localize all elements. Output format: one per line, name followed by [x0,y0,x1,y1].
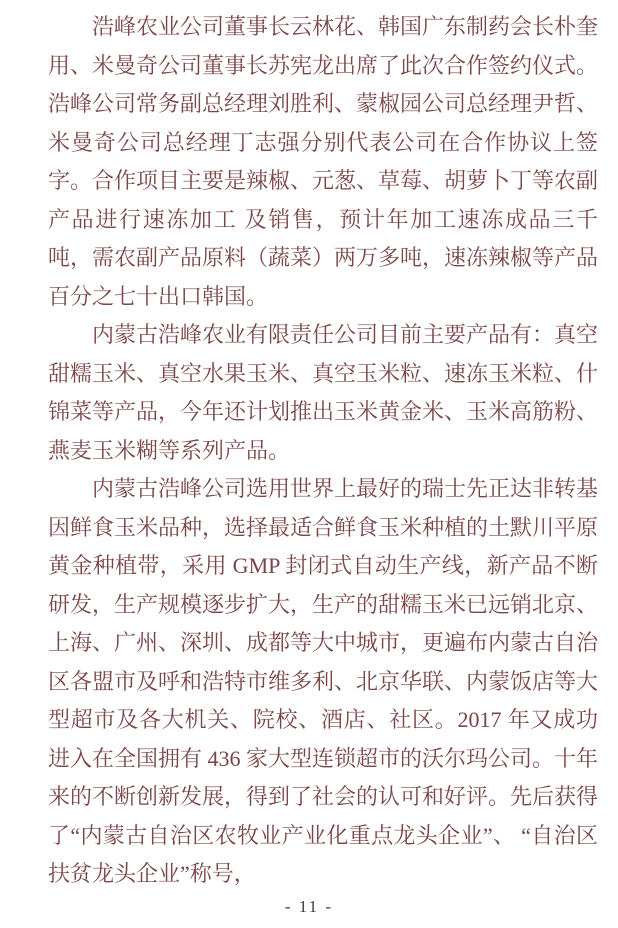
page-number: - 11 - [284,897,334,916]
paragraph-company-development: 内蒙古浩峰公司选用世界上最好的瑞士先正达非转基因鲜食玉米品种，选择最适合鲜食玉米种植的土默川平原黄金种植带，采用 GMP 封闭式自动生产线，新产品不断研发，生产规模逐步扩大，生产的甜糯玉米已远销北京、上海、广州、深圳、成都等大中城市，更遍布内蒙古自治区各盟市及呼和浩特市维多利、北京华联、内蒙饭店等大型超市及各大机关、院校、酒店、社区。2017 年又成功进入在全国拥有 436 家大型连锁超市的沃尔玛公司。十年来的不断创新发展，得到了社会的认可和好评。先后获得了“内蒙古自治区农牧业产业化重点龙头企业”、 “自治区扶贫龙头企业”称号， [48,476,599,886]
document-body [48,8,598,894]
paragraph-main-products: 内蒙古浩峰农业有限责任公司目前主要产品有：真空甜糯玉米、真空水果玉米、真空玉米粒、速冻玉米粒、什锦菜等产品，今年还计划推出玉米黄金米、玉米高筋粉、燕麦玉米糊等系列产品。 [48,322,599,463]
page-footer [0,896,618,918]
paragraph-signing-ceremony: 浩峰农业公司董事长云林花、韩国广东制药会长朴奎用、米曼奇公司董事长苏宪龙出席了此次合作签约仪式。浩峰公司常务副总经理刘胜利、蒙椒园公司总经理尹哲、米曼奇公司总经理丁志强分别代表公司在合作协议上签字。合作项目主要是辣椒、元葱、草莓、胡萝卜丁等农副产品进行速冻加工 及销售，预计年加工速冻成品三千吨，需农副产品原料（蔬菜）两万多吨，速冻辣椒等产品百分之七十出口韩国。 [48,14,599,309]
